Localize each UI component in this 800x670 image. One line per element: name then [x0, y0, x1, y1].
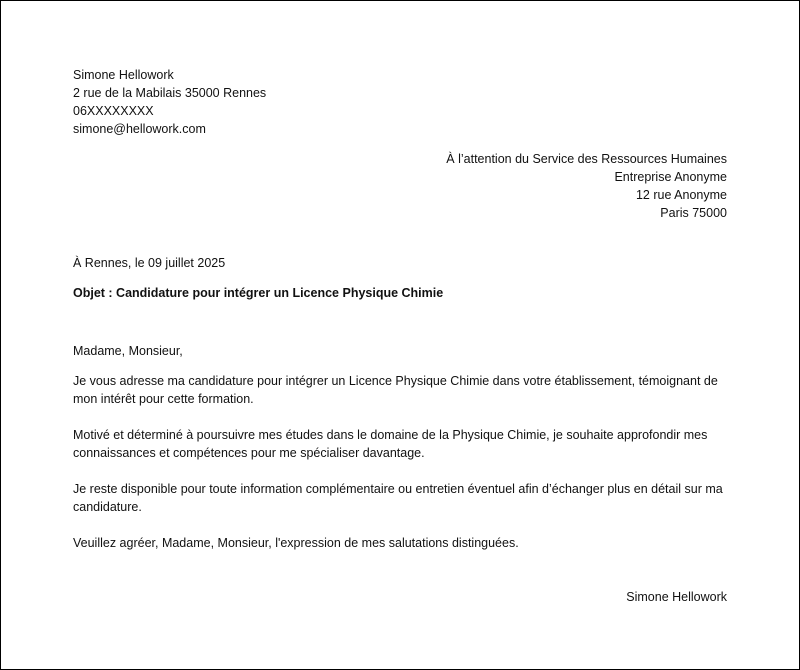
body-paragraph-availability: Je reste disponible pour toute information complémentaire ou entretien éventuel afin d’échanger plus en détail sur ma candidature. — [73, 482, 723, 514]
signature: Simone Hellowork — [626, 590, 727, 604]
sender-phone: 06XXXXXXXX — [73, 104, 154, 118]
sender-email: simone@hellowork.com — [73, 122, 206, 136]
sender-name: Simone Hellowork — [73, 68, 174, 82]
recipient-attention: À l’attention du Service des Ressources Humaines — [446, 152, 727, 166]
recipient-company: Entreprise Anonyme — [614, 170, 727, 184]
letter-subject: Objet : Candidature pour intégrer un Licence Physique Chimie — [73, 286, 444, 300]
place-date: À Rennes, le 09 juillet 2025 — [73, 256, 226, 270]
recipient-city: Paris 75000 — [660, 206, 727, 220]
body-paragraph-motivation: Motivé et déterminé à poursuivre mes études dans le domaine de la Physique Chimie, je souhaite approfondir mes connaissances et compétences pour me spécialiser davantage. — [73, 428, 708, 460]
salutation: Madame, Monsieur, — [73, 344, 183, 358]
sender-block — [73, 66, 266, 138]
body-paragraph-intro: Je vous adresse ma candidature pour intégrer un Licence Physique Chimie dans votre établissement, témoignant de mon intérêt pour cette formation. — [73, 374, 718, 406]
recipient-block — [446, 150, 727, 222]
letter-body — [73, 342, 733, 570]
sender-address: 2 rue de la Mabilais 35000 Rennes — [73, 86, 267, 100]
recipient-street: 12 rue Anonyme — [635, 188, 727, 202]
closing-formula: Veuillez agréer, Madame, Monsieur, l'expression de mes salutations distinguées. — [73, 536, 519, 550]
